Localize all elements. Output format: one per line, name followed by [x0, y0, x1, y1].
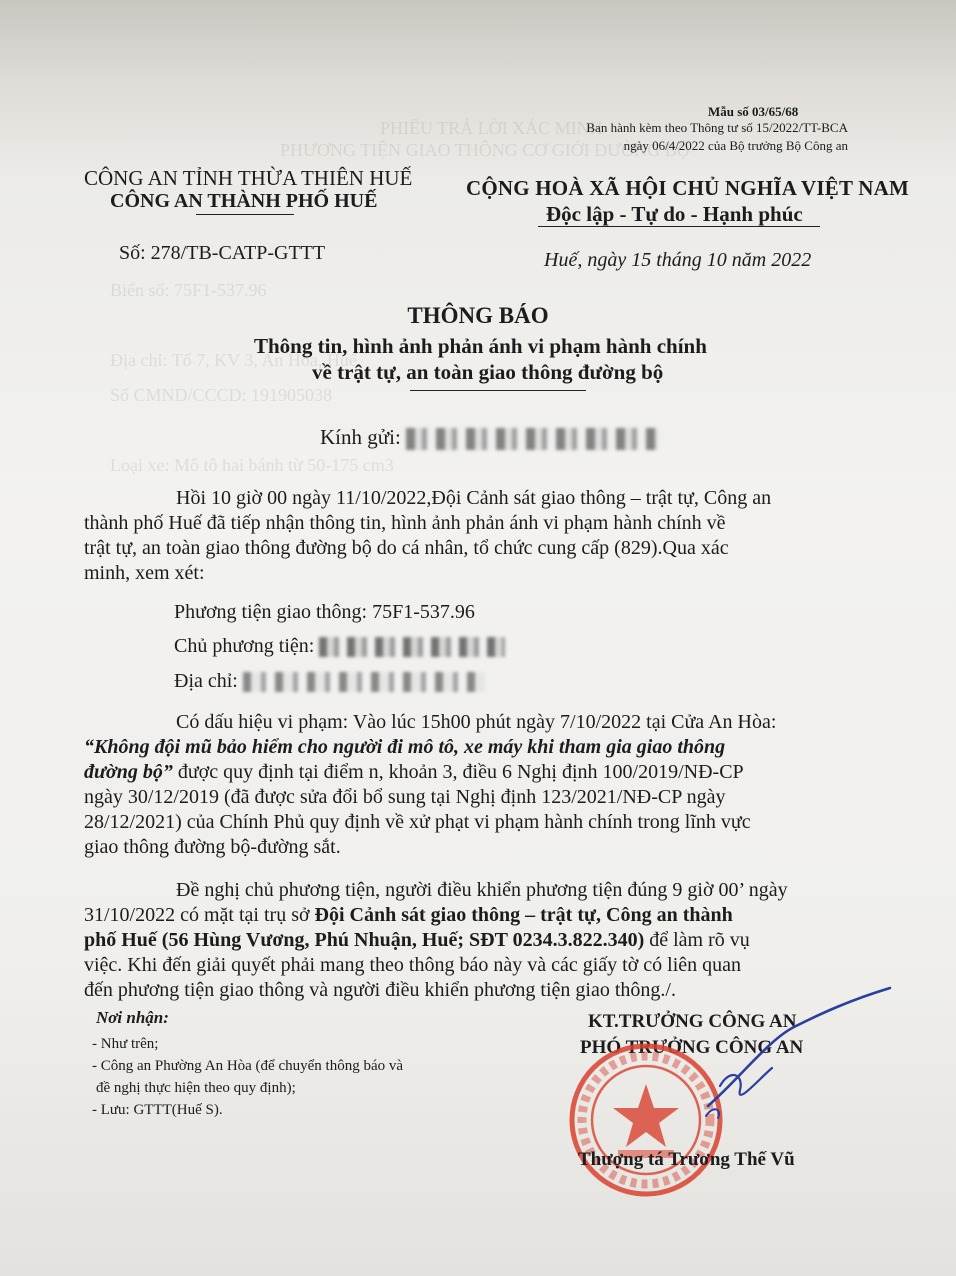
- issued-with-note: [586, 119, 848, 155]
- violation-quote-end: đường bộ”: [84, 761, 173, 783]
- show-through: PHIẾU TRẢ LỜI XÁC MINH: [380, 118, 603, 138]
- paragraph-line: “Không đội mũ bảo hiểm cho người đi mô tô, xe máy khi tham gia giao thông: [84, 736, 726, 758]
- show-through: Địa chỉ: Tổ 7, KV 3, An Hòa, Huế: [110, 350, 357, 370]
- paragraph-line: Có dấu hiệu vi phạm: Vào lúc 15h00 phút ngày 7/10/2022 tại Cửa An Hòa:: [176, 711, 777, 733]
- paragraph-line: [84, 760, 776, 785]
- paragraph-line: 28/12/2021) của Chính Phủ quy định về xử phạt vi phạm hành chính trong lĩnh vực: [84, 811, 751, 833]
- vehicle-line: Phương tiện giao thông: 75F1-537.96: [174, 601, 475, 623]
- national-motto: Độc lập - Tự do - Hạnh phúc: [546, 202, 803, 226]
- document-subtitle-line2: về trật tự, an toàn giao thông đường bộ: [312, 360, 664, 384]
- place-date: Huế, ngày 15 tháng 10 năm 2022: [544, 249, 812, 271]
- legal-reference: được quy định tại điểm n, khoản 3, điều 6 Nghị định 100/2019/NĐ-CP: [172, 761, 744, 783]
- handwritten-signature-icon: [700, 978, 896, 1128]
- agency-parent: CÔNG AN TỈNH THỪA THIÊN HUẾ: [84, 166, 413, 190]
- signer-name: Thượng tá Trương Thế Vũ: [578, 1149, 795, 1170]
- paragraph-request: [84, 878, 788, 1003]
- paragraph-line: trật tự, an toàn giao thông đường bộ do cá nhân, tổ chức cung cấp (829).Qua xác: [84, 537, 729, 559]
- owner-line: [174, 635, 505, 658]
- redacted-address: [243, 672, 485, 692]
- receiver-item: đề nghị thực hiện theo quy định);: [96, 1080, 296, 1096]
- national-title: CỘNG HOÀ XÃ HỘI CHỦ NGHĨA VIỆT NAM: [466, 176, 909, 200]
- paragraph-line: giao thông đường bộ-đường sắt.: [84, 836, 341, 858]
- motto-underline: [538, 226, 820, 227]
- office-name: Đội Cảnh sát giao thông – trật tự, Công an thành: [314, 904, 733, 926]
- owner-label: Chủ phương tiện:: [174, 635, 315, 657]
- paragraph-line: Đề nghị chủ phương tiện, người điều khiển phương tiện đúng 9 giờ 00’ ngày: [176, 879, 788, 901]
- signature-title-line1: KT.TRƯỞNG CÔNG AN: [588, 1011, 797, 1032]
- document-number: Số: 278/TB-CATP-GTTT: [119, 242, 326, 264]
- subtitle-underline: [410, 390, 586, 391]
- paragraph-line: thành phố Huế đã tiếp nhận thông tin, hình ảnh phản ánh vi phạm hành chính về: [84, 512, 726, 534]
- receiver-item: - Công an Phường An Hòa (để chuyển thông báo và: [92, 1058, 404, 1074]
- agency-name: CÔNG AN THÀNH PHỐ HUẾ: [110, 190, 378, 212]
- receivers-heading: Nơi nhận:: [96, 1008, 169, 1027]
- receiver-item: - Lưu: GTTT(Huế S).: [92, 1102, 223, 1118]
- redacted-owner: [319, 637, 505, 657]
- document-title: THÔNG BÁO: [407, 303, 549, 328]
- paragraph-text: để làm rõ vụ: [644, 929, 750, 951]
- paragraph-line: đến phương tiện giao thông và người điều khiển phương tiện giao thông./.: [84, 979, 676, 1001]
- show-through: PHƯƠNG TIỆN GIAO THÔNG CƠ GIỚI ĐƯỜNG BỘ: [280, 140, 690, 160]
- paragraph-violation: [84, 710, 776, 860]
- paragraph-line: việc. Khi đến giải quyết phải mang theo thông báo này và các giấy tờ có liên quan: [84, 954, 742, 976]
- show-through: Biển số: 75F1-537.96: [110, 280, 267, 300]
- show-through: Loại xe: Mô tô hai bánh từ 50-175 cm3: [110, 455, 394, 475]
- office-address: phố Huế (56 Hùng Vương, Phú Nhuận, Huế; SĐT 0234.3.822.340): [84, 929, 645, 951]
- signature-title-line2: PHÓ TRƯỞNG CÔNG AN: [580, 1037, 804, 1058]
- issued-with-line: ngày 06/4/2022 của Bộ trưởng Bộ Công an: [623, 138, 848, 153]
- appointment-date: 31/10/2022 có mặt tại trụ sở: [84, 904, 315, 926]
- show-through: Số CMND/CCCD: 191905038: [110, 385, 333, 405]
- redacted-recipient: [406, 428, 658, 450]
- form-number: Mẫu số 03/65/68: [708, 104, 799, 119]
- paragraph-line: ngày 30/12/2019 (đã được sửa đổi bổ sung tại Nghị định 123/2021/NĐ-CP ngày: [84, 786, 726, 808]
- paragraph-receipt: [84, 486, 771, 586]
- recipient-line: [320, 425, 658, 450]
- paragraph-line: Hồi 10 giờ 00 ngày 11/10/2022,Đội Cảnh sát giao thông – trật tự, Công an: [176, 487, 772, 509]
- paragraph-line: [84, 903, 788, 928]
- receiver-item: - Như trên;: [92, 1036, 159, 1052]
- paragraph-line: [84, 928, 788, 953]
- address-line: [174, 670, 485, 693]
- paragraph-line: minh, xem xét:: [84, 562, 205, 584]
- document-subtitle-line1: Thông tin, hình ảnh phản ánh vi phạm hành chính: [254, 334, 707, 358]
- recipient-label: Kính gửi:: [320, 425, 401, 449]
- address-label: Địa chỉ:: [174, 670, 238, 692]
- issued-with-line: Ban hành kèm theo Thông tư số 15/2022/TT-BCA: [586, 120, 848, 135]
- agency-underline: [196, 214, 294, 215]
